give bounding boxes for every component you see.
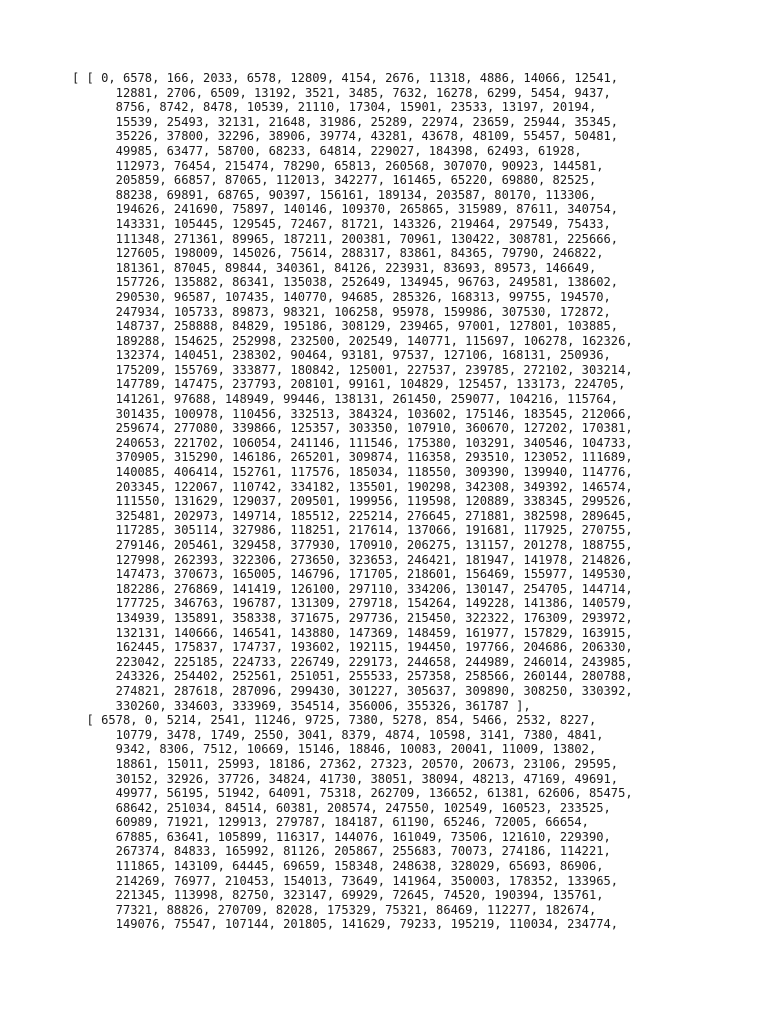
- text-line: 267374, 84833, 165992, 81126, 205867, 255683, 70073, 274186, 114221,: [72, 844, 611, 859]
- text-line: 8756, 8742, 8478, 10539, 21110, 17304, 15901, 23533, 13197, 20194,: [72, 100, 597, 115]
- text-line: 203345, 122067, 110742, 334182, 135501, 190298, 342308, 349392, 146574,: [72, 479, 633, 494]
- text-line: 247934, 105733, 89873, 98321, 106258, 95978, 159986, 307530, 172872,: [72, 304, 611, 319]
- text-line: 205859, 66857, 87065, 112013, 342277, 161465, 65220, 69880, 82525,: [72, 173, 597, 188]
- text-line: 10779, 3478, 1749, 2550, 3041, 8379, 4874, 10598, 3141, 7380, 4841,: [72, 727, 604, 742]
- text-line: 274821, 287618, 287096, 299430, 301227, 305637, 309890, 308250, 330392,: [72, 683, 633, 698]
- text-line: 157726, 135882, 86341, 135038, 252649, 134945, 96763, 249581, 138602,: [72, 275, 619, 290]
- text-line: 49985, 63477, 58700, 68233, 64814, 229027, 184398, 62493, 61928,: [72, 143, 582, 158]
- text-line: 111550, 131629, 129037, 209501, 199956, 119598, 120889, 338345, 299526,: [72, 494, 633, 509]
- text-line: 18861, 15011, 25993, 18186, 27362, 27323, 20570, 20673, 23106, 29595,: [72, 756, 619, 771]
- text-line: 9342, 8306, 7512, 10669, 15146, 18846, 10083, 20041, 11009, 13802,: [72, 742, 597, 757]
- text-line: 67885, 63641, 105899, 116317, 144076, 161049, 73506, 121610, 229390,: [72, 829, 611, 844]
- text-line: 301435, 100978, 110456, 332513, 384324, 103602, 175146, 183545, 212066,: [72, 406, 633, 421]
- text-line: 147789, 147475, 237793, 208101, 99161, 104829, 125457, 133173, 224705,: [72, 377, 626, 392]
- text-line: 12881, 2706, 6509, 13192, 3521, 3485, 7632, 16278, 6299, 5454, 9437,: [72, 85, 611, 100]
- text-line: 68642, 251034, 84514, 60381, 208574, 247550, 102549, 160523, 233525,: [72, 800, 611, 815]
- text-line: 88238, 69891, 68765, 90397, 156161, 189134, 203587, 80170, 113306,: [72, 187, 597, 202]
- text-line: 162445, 175837, 174737, 193602, 192115, 194450, 197766, 204686, 206330,: [72, 640, 633, 655]
- text-line: 259674, 277080, 339866, 125357, 303350, 107910, 360670, 127202, 170381,: [72, 421, 633, 436]
- text-line: 60989, 71921, 129913, 279787, 184187, 61190, 65246, 72005, 66654,: [72, 815, 589, 830]
- text-line: 290530, 96587, 107435, 140770, 94685, 285326, 168313, 99755, 194570,: [72, 289, 611, 304]
- text-line: 132374, 140451, 238302, 90464, 93181, 97537, 127106, 168131, 250936,: [72, 348, 611, 363]
- text-line: 15539, 25493, 32131, 21648, 31986, 25289, 22974, 23659, 25944, 35345,: [72, 114, 619, 129]
- text-line: 370905, 315290, 146186, 265201, 309874, 116358, 293510, 123052, 111689,: [72, 450, 633, 465]
- text-line: [ 6578, 0, 5214, 2541, 11246, 9725, 7380, 5278, 854, 5466, 2532, 8227,: [72, 713, 597, 728]
- text-line: 111348, 271361, 89965, 187211, 200381, 70961, 130422, 308781, 225666,: [72, 231, 619, 246]
- text-line: 147473, 370673, 165005, 146796, 171705, 218601, 156469, 155977, 149530,: [72, 567, 633, 582]
- text-line: 177725, 346763, 196787, 131309, 279718, 154264, 149228, 141386, 140579,: [72, 596, 633, 611]
- text-line: 127605, 198009, 145026, 75614, 288317, 83861, 84365, 79790, 246822,: [72, 246, 604, 261]
- text-line: 221345, 113998, 82750, 323147, 69929, 72645, 74520, 190394, 135761,: [72, 888, 604, 903]
- text-line: 182286, 276869, 141419, 126100, 297110, 334206, 130147, 254705, 144714,: [72, 581, 633, 596]
- text-line: 194626, 241690, 75897, 140146, 109370, 265865, 315989, 87611, 340754,: [72, 202, 619, 217]
- text-line: 175209, 155769, 333877, 180842, 125001, 227537, 239785, 272102, 303214,: [72, 362, 633, 377]
- text-line: 223042, 225185, 224733, 226749, 229173, 244658, 244989, 246014, 243985,: [72, 654, 633, 669]
- array-text-block: [72, 71, 752, 932]
- text-line: 181361, 87045, 89844, 340361, 84126, 223931, 83693, 89573, 146649,: [72, 260, 597, 275]
- text-line: 30152, 32926, 37726, 34824, 41730, 38051, 38094, 48213, 47169, 49691,: [72, 771, 619, 786]
- text-line: 149076, 75547, 107144, 201805, 141629, 79233, 195219, 110034, 234774,: [72, 917, 619, 932]
- text-line: 140085, 406414, 152761, 117576, 185034, 118550, 309390, 139940, 114776,: [72, 465, 633, 480]
- text-line: 214269, 76977, 210453, 154013, 73649, 141964, 350003, 178352, 133965,: [72, 873, 619, 888]
- text-line: 143331, 105445, 129545, 72467, 81721, 143326, 219464, 297549, 75433,: [72, 216, 611, 231]
- text-line: 243326, 254402, 252561, 251051, 255533, 257358, 258566, 260144, 280788,: [72, 669, 633, 684]
- text-line: 189288, 154625, 252998, 232500, 202549, 140771, 115697, 106278, 162326,: [72, 333, 633, 348]
- text-line: 134939, 135891, 358338, 371675, 297736, 215450, 322322, 176309, 293972,: [72, 610, 633, 625]
- text-line: 132131, 140666, 146541, 143880, 147369, 148459, 161977, 157829, 163915,: [72, 625, 633, 640]
- text-line: 240653, 221702, 106054, 241146, 111546, 175380, 103291, 340546, 104733,: [72, 435, 633, 450]
- text-line: 117285, 305114, 327986, 118251, 217614, 137066, 191681, 117925, 270755,: [72, 523, 633, 538]
- text-line: 77321, 88826, 270709, 82028, 175329, 75321, 86469, 112277, 182674,: [72, 902, 597, 917]
- text-line: 35226, 37800, 32296, 38906, 39774, 43281, 43678, 48109, 55457, 50481,: [72, 129, 619, 144]
- text-line: 112973, 76454, 215474, 78290, 65813, 260568, 307070, 90923, 144581,: [72, 158, 604, 173]
- text-line: 111865, 143109, 64445, 69659, 158348, 248638, 328029, 65693, 86906,: [72, 859, 604, 874]
- text-line: [ [ 0, 6578, 166, 2033, 6578, 12809, 4154, 2676, 11318, 4886, 14066, 12541,: [72, 71, 619, 85]
- text-line: 148737, 258888, 84829, 195186, 308129, 239465, 97001, 127801, 103885,: [72, 319, 619, 334]
- text-line: 330260, 334603, 333969, 354514, 356006, 355326, 361787 ],: [72, 698, 531, 713]
- text-line: 325481, 202973, 149714, 185512, 225214, 276645, 271881, 382598, 289645,: [72, 508, 633, 523]
- text-line: 279146, 205461, 329458, 377930, 170910, 206275, 131157, 201278, 188755,: [72, 538, 633, 552]
- text-line: 127998, 262393, 322306, 273650, 323653, 246421, 181947, 141978, 214826,: [72, 552, 633, 567]
- text-line: 141261, 97688, 148949, 99446, 138131, 261450, 259077, 104216, 115764,: [72, 392, 619, 407]
- text-line: 49977, 56195, 51942, 64091, 75318, 262709, 136652, 61381, 62606, 85475,: [72, 786, 633, 801]
